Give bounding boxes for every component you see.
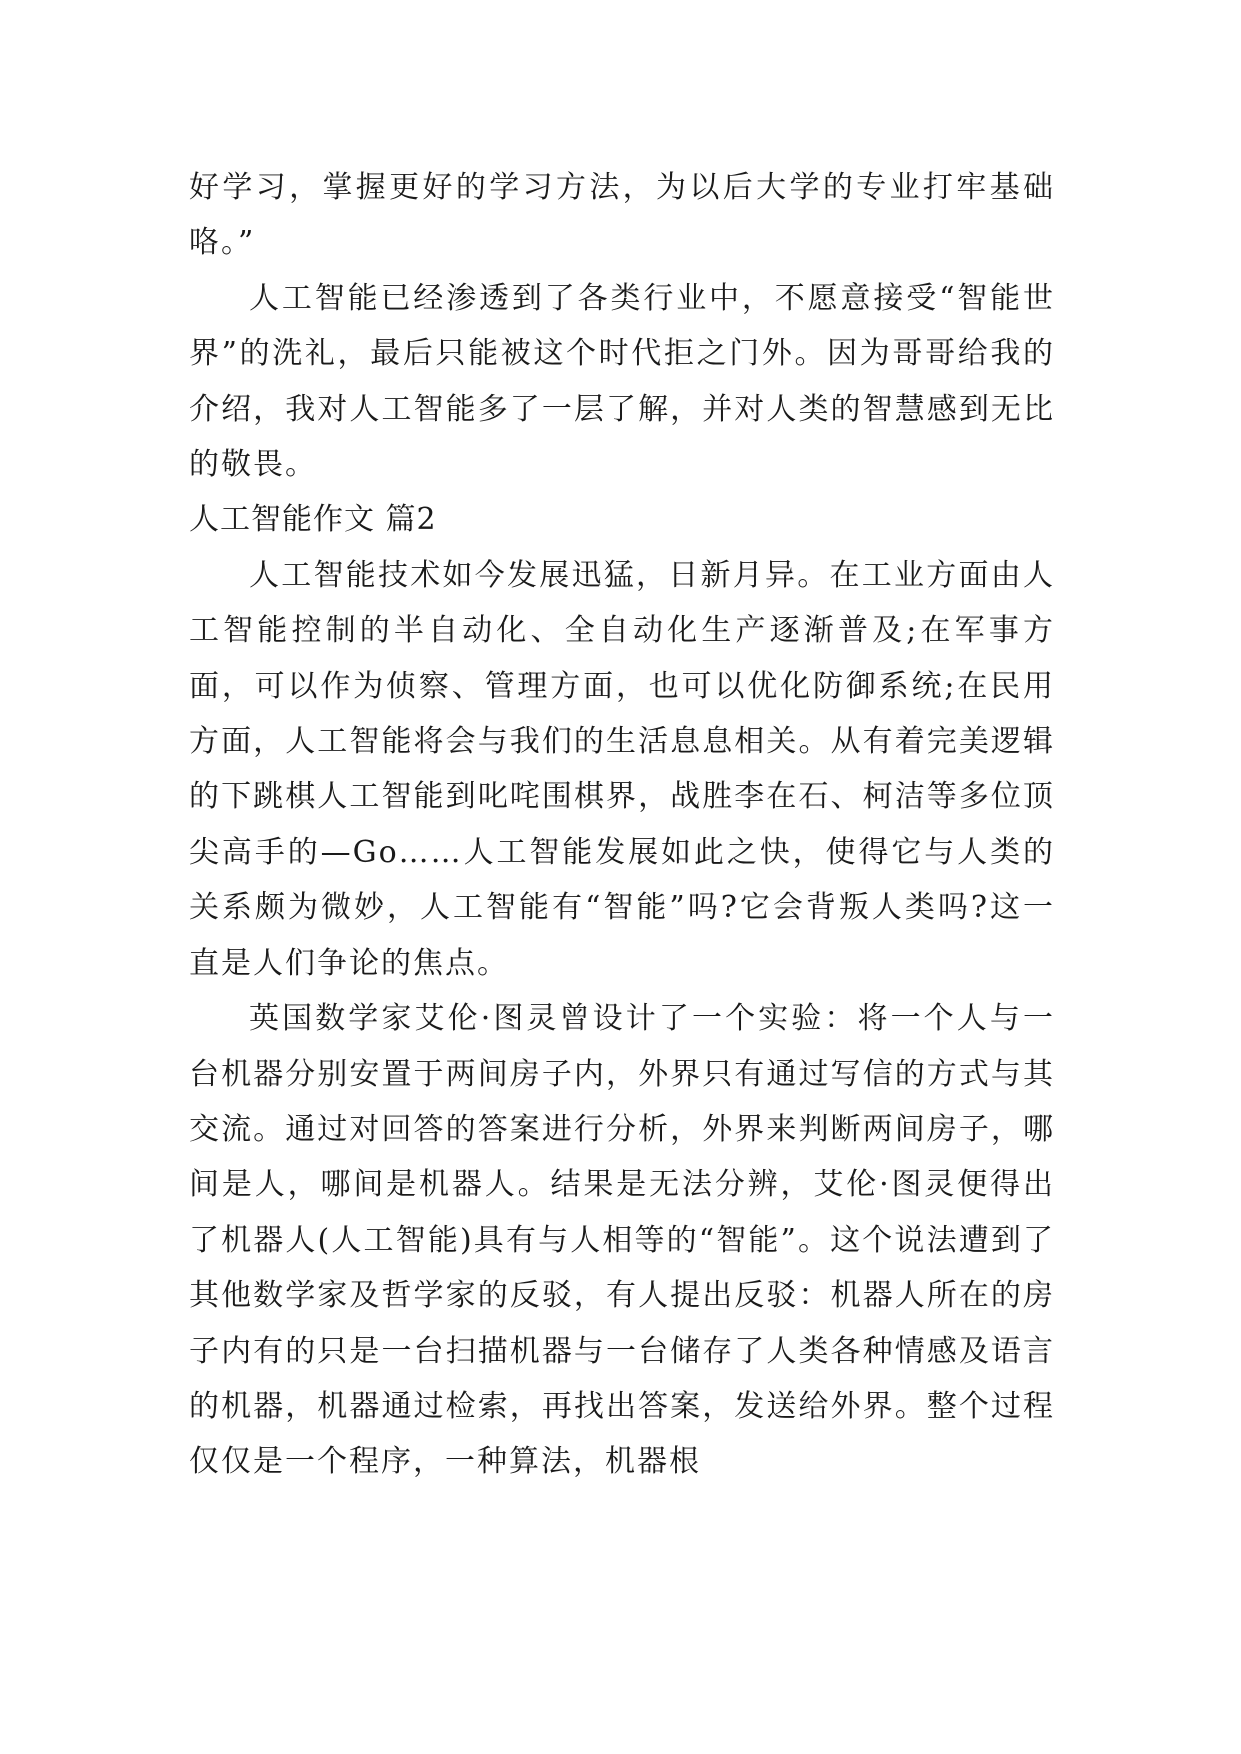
- body-paragraph: 英国数学家艾伦·图灵曾设计了一个实验：将一个人与一台机器分别安置于两间房子内，外界只有通过写信的方式与其交流。通过对回答的答案进行分析，外界来判断两间房子，哪间是人，哪间是机器人。结果是无法分辨，艾伦·图灵便得出了机器人(人工智能)具有与人相等的“智能”。这个说法遭到了其他数学家及哲学家的反驳，有人提出反驳：机器人所在的房子内有的只是一台扫描机器与一台储存了人类各种情感及语言的机器，机器通过检索，再找出答案，发送给外界。整个过程仅仅是一个程序，一种算法，机器根: [189, 1001, 1055, 1480]
- document-body: [189, 160, 1055, 1490]
- section-heading: 人工智能作文 篇2: [189, 502, 437, 538]
- body-paragraph: 人工智能已经渗透到了各类行业中，不愿意接受“智能世界”的洗礼，最后只能被这个时代拒之门外。因为哥哥给我的介绍，我对人工智能多了一层了解，并对人类的智慧感到无比的敬畏。: [189, 280, 1055, 483]
- continued-paragraph: 好学习，掌握更好的学习方法，为以后大学的专业打牢基础咯。”: [189, 170, 1055, 261]
- body-paragraph: 人工智能技术如今发展迅猛，日新月异。在工业方面由人工智能控制的半自动化、全自动化生产逐渐普及;在军事方面，可以作为侦察、管理方面，也可以优化防御系统;在民用方面，人工智能将会与我们的生活息息相关。从有着完美逻辑的下跳棋人工智能到叱咤围棋界，战胜李在石、柯洁等多位顶尖高手的—Go……人工智能发展如此之快，使得它与人类的关系颇为微妙，人工智能有“智能”吗?它会背叛人类吗?这一直是人们争论的焦点。: [189, 557, 1055, 981]
